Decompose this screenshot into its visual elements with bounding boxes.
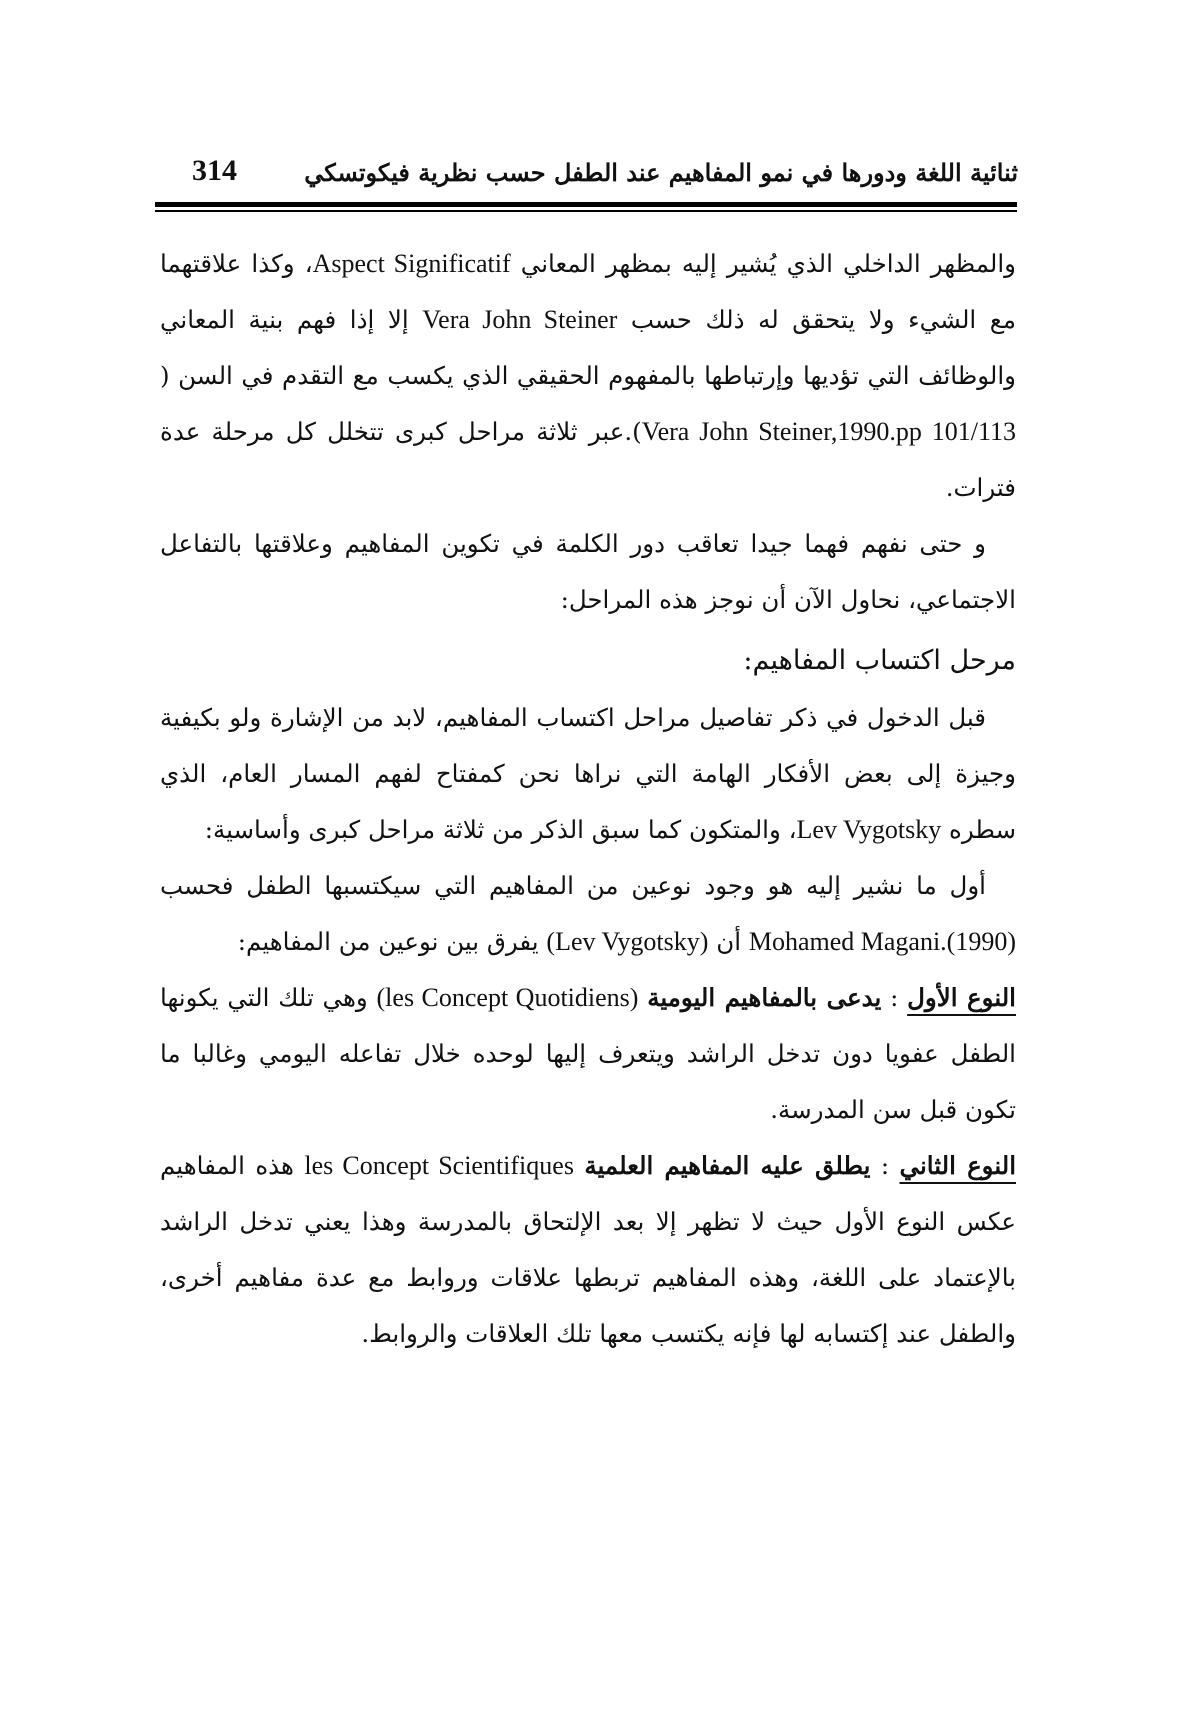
text-span: هذه المفاهيم عكس النوع الأول حيث لا تظهر إلا بعد الإلتحاق بالمدرسة وهذا يعني تدخل الراشد بالإعتماد على اللغة، وهذه المفاهيم تربطها علاقات وروابط مع عدة مفاهيم أخرى، والطفل عند إكتسابه لها فإنه يكتسب معها تلك العلاقات والروابط. xyxy=(160,1151,1016,1348)
page-number: 314 xyxy=(192,154,237,187)
text-span: ، والمتكون كما سبق الذكر من ثلاثة مراحل كبرى وأساسية: xyxy=(204,815,797,844)
text-span: وهي تلك التي يكونها الطفل عفويا دون تدخل الراشد ويتعرف إليها لوحده خلال تفاعله اليومي وغالبا ما تكون قبل سن المدرسة. xyxy=(160,983,1016,1124)
running-header xyxy=(150,150,1018,200)
concept-type-name: يطلق عليه المفاهيم العلمية xyxy=(584,1151,871,1180)
text-span: والمظهر الداخلي الذي يُشير إليه بمظهر المعاني xyxy=(520,249,1016,278)
paragraph-2: و حتى نفهم فهما جيدا تعاقب دور الكلمة في تكوين المفاهيم وعلاقتها بالتفاعل الاجتماعي، نحاول الآن أن نوجز هذه المراحل: xyxy=(160,529,1016,614)
paragraph-3 xyxy=(160,690,1016,858)
latin-term: Lev Vygotsky xyxy=(796,815,942,844)
citation: Vera John Steiner,1990.pp 101/113 xyxy=(641,417,1016,446)
text-span: قبل الدخول في ذكر تفاصيل مراحل اكتساب المفاهيم، لابد من الإشارة ولو بكيفية وجيزة إلى بعض الأفكار الهامة التي نراها نحن كمفتاح لفهم المسار العام، الذي سطره xyxy=(160,703,1016,844)
latin-term: Vera John Steiner xyxy=(422,305,618,334)
text-span: يفرق بين نوعين من المفاهيم: xyxy=(237,927,539,956)
concept-type-name: يدعى بالمفاهيم اليومية xyxy=(647,983,882,1012)
separator: : xyxy=(870,1151,900,1180)
concept-type-label: النوع الأول xyxy=(907,983,1016,1012)
text-span: ، وكذا علاقتهما مع الشيء ولا يتحقق له ذلك حسب xyxy=(160,249,1016,334)
citation: Mohamed Magani.(1990) xyxy=(748,927,1016,956)
paragraph-5 xyxy=(160,970,1016,1138)
paragraph-6 xyxy=(160,1138,1016,1362)
running-title: ثنائية اللغة ودورها في نمو المفاهيم عند الطفل حسب نظرية فيكوتسكي xyxy=(304,158,1018,187)
paragraph-4 xyxy=(160,858,1016,970)
text-span: ).عبر ثلاثة مراحل كبرى تتخلل كل مرحلة عدة فترات. xyxy=(160,417,1016,502)
latin-term: (les Concept Quotidiens) xyxy=(376,983,639,1012)
header-rule-thin xyxy=(155,210,1017,212)
paragraph-1 xyxy=(160,236,1016,516)
text-span: أول ما نشير إليه هو وجود نوعين من المفاهيم التي سيكتسبها الطفل فحسب xyxy=(160,871,986,900)
latin-term: les Concept Scientifiques xyxy=(304,1151,574,1180)
latin-term: Aspect Significatif xyxy=(312,249,511,278)
latin-term: (Lev Vygotsky) xyxy=(546,927,709,956)
body-text xyxy=(160,236,1016,1362)
text-span: إلا إذا فهم بنية المعاني والوظائف التي تؤديها وإرتباطها بالمفهوم الحقيقي الذي يكسب مع التقدم في السن ( xyxy=(160,305,1016,390)
header-rule-thick xyxy=(155,202,1017,207)
concept-type-label: النوع الثاني xyxy=(899,1151,1017,1180)
section-heading: مرحل اكتساب المفاهيم: xyxy=(743,645,1016,676)
text-span: أن xyxy=(716,927,742,956)
separator: : xyxy=(881,983,908,1012)
